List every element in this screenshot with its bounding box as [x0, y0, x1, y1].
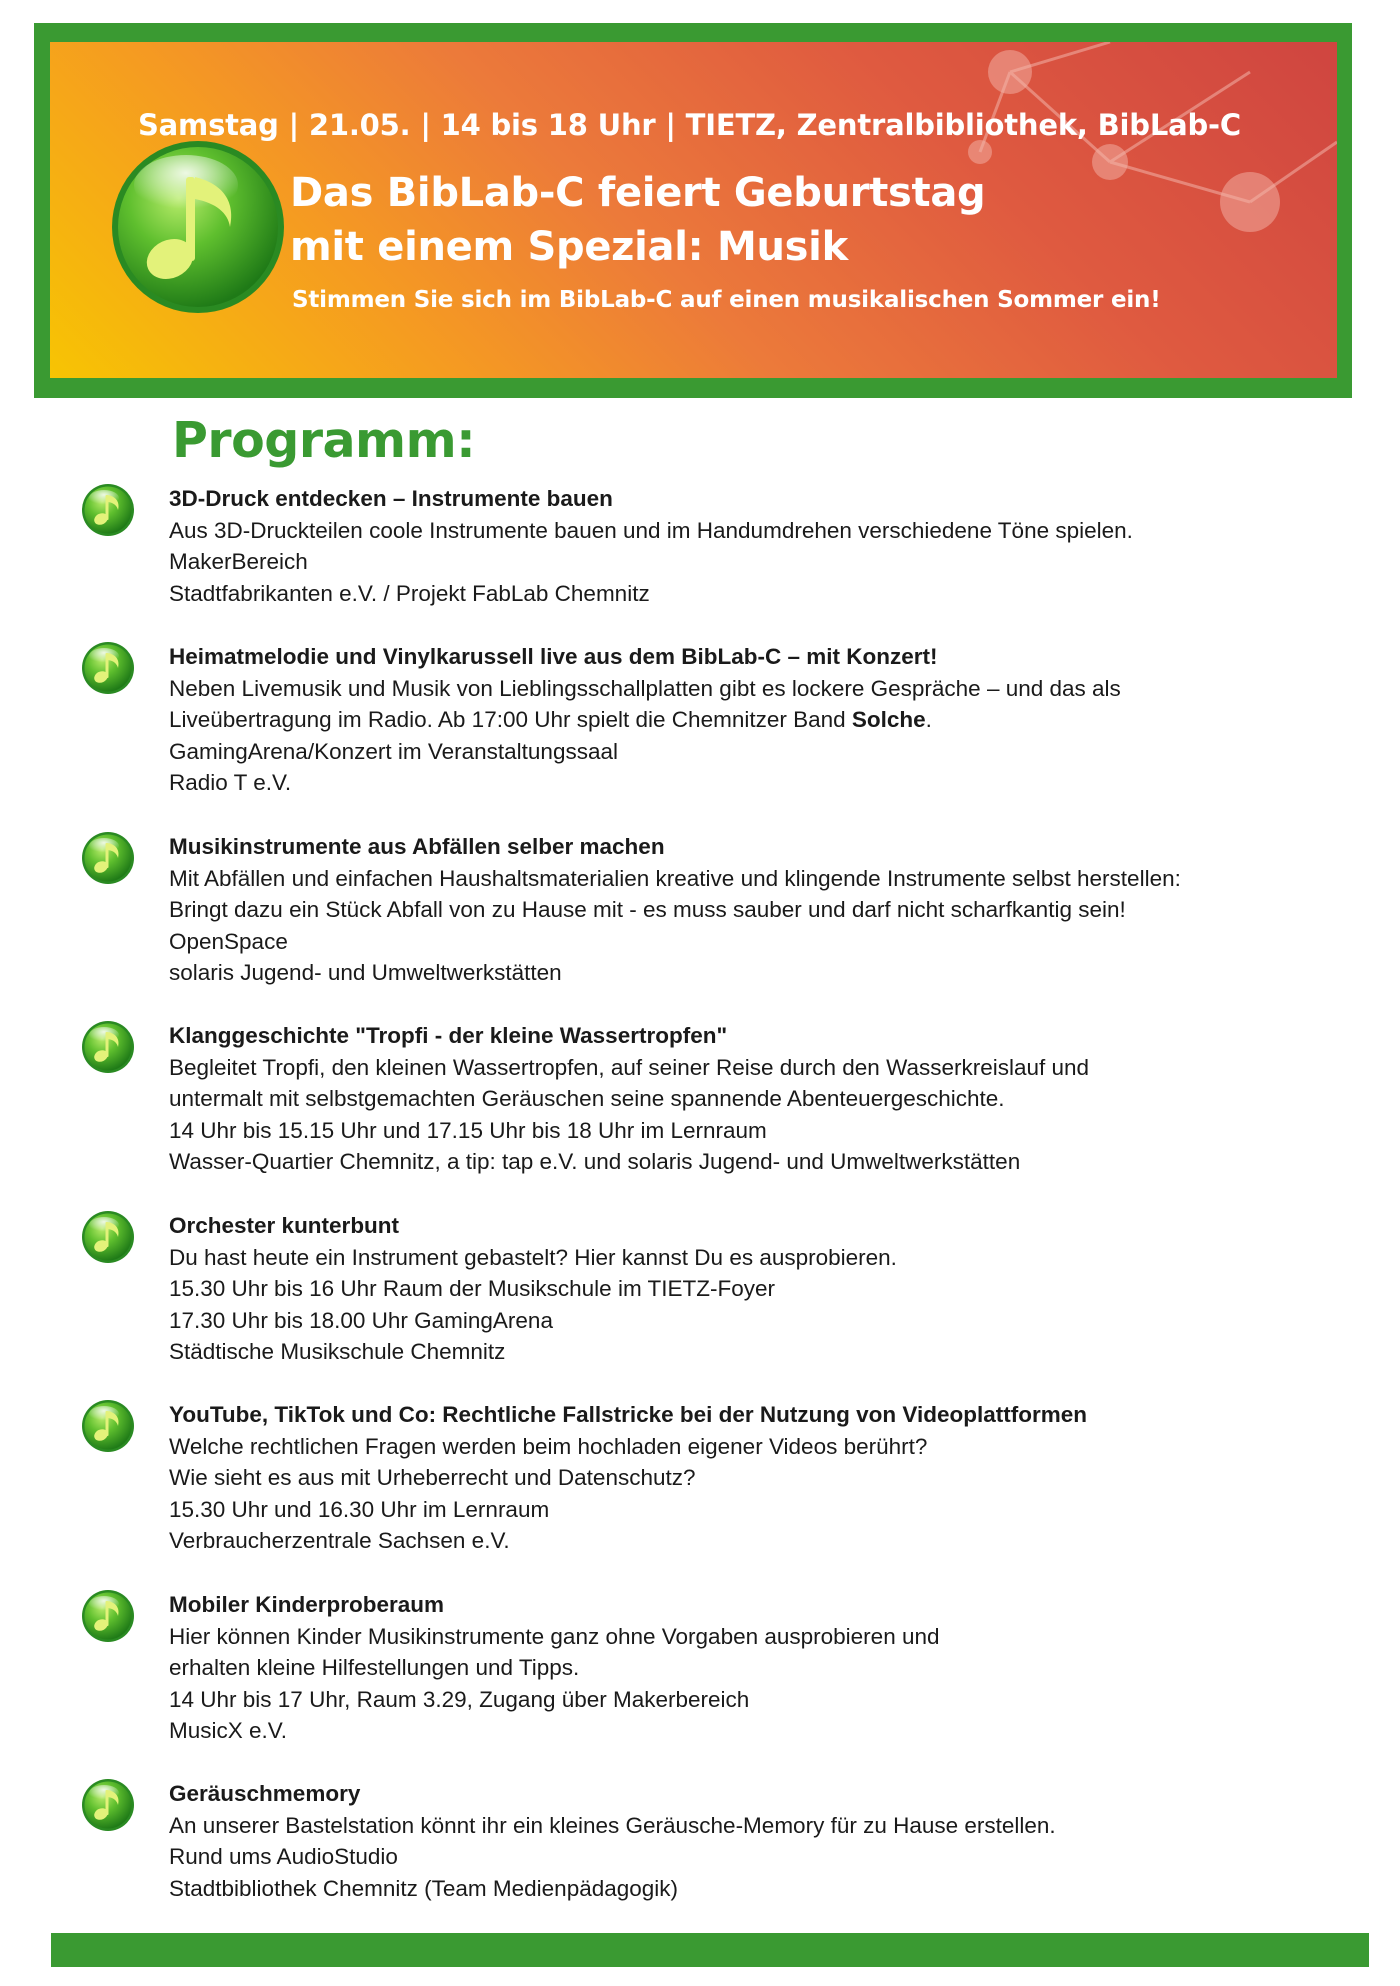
event-text	[169, 641, 1369, 799]
banner-title-line-1: Das BibLab-C feiert Geburtstag	[290, 170, 986, 216]
event-date-location: Samstag | 21.05. | 14 bis 18 Uhr | TIETZ, Zentralbibliothek, BibLab-C	[138, 108, 1241, 142]
event-text	[169, 1778, 1369, 1904]
event-organizer: Stadtfabrikanten e.V. / Projekt FabLab Chemnitz	[169, 580, 650, 606]
event-title: Heimatmelodie und Vinylkarussell live aus dem BibLab-C – mit Konzert!	[169, 644, 938, 669]
event-description: Neben Livemusik und Musik von Lieblingsschallplatten gibt es lockere Gespräche – und das als	[169, 675, 1121, 701]
footer-bar	[51, 1933, 1369, 1967]
event-location: GamingArena/Konzert im Veranstaltungssaal	[169, 738, 618, 764]
banner-subtitle: Stimmen Sie sich im BibLab-C auf einen musikalischen Sommer ein!	[292, 287, 1161, 313]
event-organizer: Städtische Musikschule Chemnitz	[169, 1339, 506, 1364]
event-title: Musikinstrumente aus Abfällen selber machen	[169, 834, 665, 859]
music-note-bullet-icon	[81, 831, 135, 885]
event-description: Welche rechtlichen Fragen werden beim hochladen eigener Videos berührt?	[169, 1433, 928, 1459]
event-title: 3D-Druck entdecken – Instrumente bauen	[169, 486, 613, 511]
event-location: Rund ums AudioStudio	[169, 1844, 398, 1869]
event-time: 14 Uhr bis 17 Uhr, Raum 3.29, Zugang über Makerbereich	[169, 1686, 750, 1712]
event-description-line	[169, 704, 1369, 736]
event-title: Klanggeschichte "Tropfi - der kleine Wassertropfen"	[169, 1023, 728, 1048]
event-text	[169, 1210, 1369, 1368]
music-note-bullet-icon	[81, 1020, 135, 1074]
band-name: Solche	[851, 707, 926, 732]
event-description: untermalt mit selbstgemachten Geräuschen seine spannende Abenteuergeschichte.	[169, 1086, 1005, 1111]
music-note-bullet-icon	[81, 1399, 135, 1453]
event-description: Mit Abfällen und einfachen Haushaltsmaterialien kreative und klingende Instrumente selbst herstellen:	[169, 865, 1181, 891]
event-description: erhalten kleine Hilfestellungen und Tipps.	[169, 1655, 580, 1680]
event-text	[169, 1589, 1369, 1747]
event-organizer: Wasser-Quartier Chemnitz, a tip: tap e.V. und solaris Jugend- und Umweltwerkstätten	[169, 1149, 1021, 1174]
event-description: Aus 3D-Druckteilen coole Instrumente bauen und im Handumdrehen verschiedene Töne spielen.	[169, 517, 1133, 543]
event-description: Hier können Kinder Musikinstrumente ganz ohne Vorgaben ausprobieren und	[169, 1623, 940, 1649]
event-text	[169, 1020, 1369, 1178]
event-organizer: solaris Jugend- und Umweltwerkstätten	[169, 960, 562, 985]
event-organizer: MusicX e.V.	[169, 1718, 287, 1743]
event-location: MakerBereich	[169, 549, 308, 574]
music-note-bullet-icon	[81, 1589, 135, 1643]
music-note-bullet-icon	[81, 641, 135, 695]
music-note-bullet-icon	[81, 1778, 135, 1832]
music-note-bullet-icon	[81, 483, 135, 537]
event-title: Orchester kunterbunt	[169, 1213, 400, 1238]
banner-title-line-2: mit einem Spezial: Musik	[290, 224, 848, 270]
event-description: Begleitet Tropfi, den kleinen Wassertropfen, auf seiner Reise durch den Wasserkreislauf und	[169, 1054, 1090, 1080]
music-note-bullet-icon	[81, 1210, 135, 1264]
event-time: 15.30 Uhr bis 16 Uhr Raum der Musikschule im TIETZ-Foyer	[169, 1276, 776, 1301]
event-title: Mobiler Kinderproberaum	[169, 1592, 445, 1617]
event-time: 17.30 Uhr bis 18.00 Uhr GamingArena	[169, 1307, 553, 1333]
event-text	[169, 831, 1369, 989]
sentence-end: .	[925, 707, 932, 732]
event-time: 15.30 Uhr und 16.30 Uhr im Lernraum	[169, 1496, 550, 1522]
event-text	[169, 483, 1369, 609]
event-description: Bringt dazu ein Stück Abfall von zu Hause mit - es muss sauber und darf nicht scharfkantig sein!	[169, 897, 1126, 922]
event-text	[169, 1399, 1369, 1557]
event-title: YouTube, TikTok und Co: Rechtliche Fallstricke bei der Nutzung von Videoplattformen	[169, 1402, 1088, 1427]
event-description: Wie sieht es aus mit Urheberrecht und Datenschutz?	[169, 1465, 696, 1490]
event-organizer: Stadtbibliothek Chemnitz (Team Medienpädagogik)	[169, 1875, 679, 1901]
program-heading: Programm:	[172, 412, 476, 469]
event-location: OpenSpace	[169, 928, 288, 954]
event-time: 14 Uhr bis 15.15 Uhr und 17.15 Uhr bis 18 Uhr im Lernraum	[169, 1117, 767, 1143]
event-description: Du hast heute ein Instrument gebastelt? Hier kannst Du es ausprobieren.	[169, 1244, 897, 1270]
event-organizer: Radio T e.V.	[169, 770, 292, 795]
event-description: An unserer Bastelstation könnt ihr ein kleines Geräusche-Memory für zu Hause erstellen.	[169, 1812, 1056, 1838]
event-organizer: Verbraucherzentrale Sachsen e.V.	[169, 1528, 510, 1553]
event-title: Geräuschmemory	[169, 1781, 361, 1806]
event-description-text: Liveübertragung im Radio. Ab 17:00 Uhr spielt die Chemnitzer Band	[169, 707, 852, 732]
